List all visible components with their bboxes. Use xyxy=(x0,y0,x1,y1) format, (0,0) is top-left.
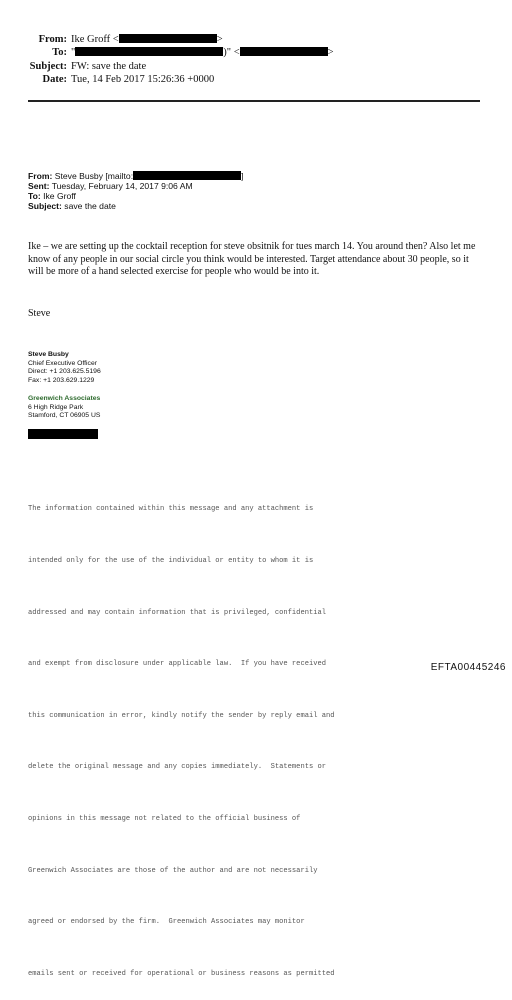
header-subject-value: FW: save the date xyxy=(71,61,147,72)
disclaimer-line: Greenwich Associates are those of the author and are not necessarily xyxy=(28,866,318,875)
disclaimer-line: emails sent or received for operational or business reasons as permitted xyxy=(28,969,335,978)
forwarded-from-label: From: xyxy=(28,171,53,181)
header-to-label: To: xyxy=(52,47,67,58)
disclaimer-line: agreed or endorsed by the firm. Greenwich Associates may monitor xyxy=(28,918,305,927)
header-to-close: > xyxy=(327,47,334,58)
signature-fax: Fax: +1 203.629.1229 xyxy=(28,376,95,384)
signature-title: Chief Executive Officer xyxy=(28,359,98,367)
header-to-open: " xyxy=(71,47,76,58)
forwarded-to-value: Ike Groff xyxy=(43,191,76,201)
redaction-block xyxy=(75,47,223,56)
signature-direct: Direct: +1 203.625.5196 xyxy=(28,368,101,376)
message-signoff: Steve xyxy=(28,308,51,319)
forwarded-sent-label: Sent: xyxy=(28,181,50,191)
disclaimer-line: and exempt from disclosure under applicable law. If you have received xyxy=(28,660,326,669)
header-subject-label: Subject: xyxy=(29,61,67,72)
message-body: Ike – we are setting up the cocktail reception for steve obsitnik for tues march 14. You around then? Also let me know of any people in our social circle you think would be interested. Target attendance about 30 people, so it will be more of a hand selected exercise for people who would be into it. xyxy=(28,241,476,277)
forwarded-from-row xyxy=(28,171,243,181)
header-subject-row xyxy=(0,60,146,73)
forwarded-subject-label: Subject: xyxy=(28,201,62,211)
redaction-block xyxy=(28,429,98,439)
redaction-block xyxy=(133,171,244,181)
bates-number: EFTA00445246 xyxy=(430,662,506,673)
forwarded-to-row xyxy=(28,191,76,201)
redaction-block xyxy=(240,47,328,56)
redaction-block xyxy=(119,34,217,43)
signature-company: Greenwich Associates xyxy=(28,395,101,402)
forwarded-subject-row xyxy=(28,201,116,211)
header-date-value: Tue, 14 Feb 2017 15:26:36 +0000 xyxy=(71,74,215,85)
disclaimer xyxy=(28,467,335,1000)
signature-block xyxy=(28,351,101,385)
disclaimer-line: addressed and may contain information that is privileged, confidential xyxy=(28,608,326,617)
disclaimer-line: delete the original message and any copies immediately. Statements or xyxy=(28,763,326,772)
signature-name: Steve Busby xyxy=(28,351,69,358)
forwarded-to-label: To: xyxy=(28,191,41,201)
forwarded-from-value: Steve Busby [mailto: xyxy=(54,171,134,181)
header-to-row xyxy=(0,46,334,59)
header-to-mid: )" < xyxy=(223,47,240,58)
forwarded-from-close: ] xyxy=(241,171,244,181)
signature-address1: 6 High Ridge Park xyxy=(28,403,84,411)
header-date-row xyxy=(0,73,214,86)
header-from-value: Ike Groff < xyxy=(71,34,119,45)
header-from-row xyxy=(0,33,223,46)
header-from-close: > xyxy=(216,34,223,45)
header-from-label: From: xyxy=(38,34,67,45)
header-date-label: Date: xyxy=(42,74,67,85)
header-divider xyxy=(28,100,480,102)
forwarded-sent-row xyxy=(28,181,193,191)
disclaimer-line: this communication in error, kindly notify the sender by reply email and xyxy=(28,711,335,720)
disclaimer-line: The information contained within this message and any attachment is xyxy=(28,505,314,514)
disclaimer-line: intended only for the use of the individual or entity to whom it is xyxy=(28,557,314,566)
forwarded-subject-value: save the date xyxy=(64,201,116,211)
signature-company-block xyxy=(28,395,100,421)
disclaimer-line: opinions in this message not related to the official business of xyxy=(28,815,301,824)
signature-address2: Stamford, CT 06905 US xyxy=(28,412,101,420)
forwarded-sent-value: Tuesday, February 14, 2017 9:06 AM xyxy=(51,181,193,191)
